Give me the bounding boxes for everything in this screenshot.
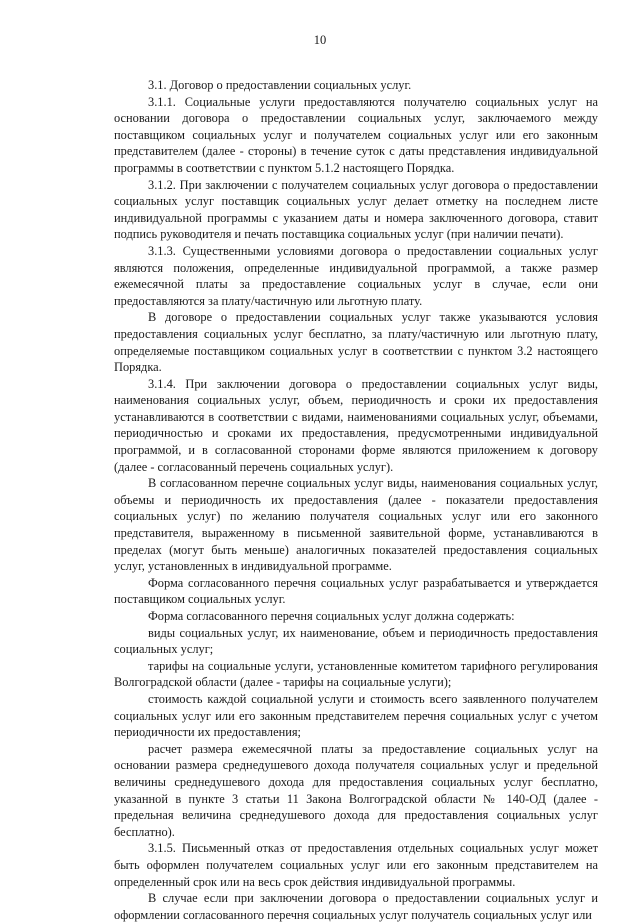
list-item-service-cost: стоимость каждой социальной услуги и стоимость всего заявленного получателем социальных услуг или его законным представителем перечня социальных услуг с учетом периодичности их предоставления; — [114, 691, 598, 740]
paragraph-refusal-case: В случае если при заключении договора о предоставлении социальных услуг и оформлении согласованного перечня социальных услуг получатель социальных услуг или — [114, 891, 598, 922]
paragraph-3-1-4: 3.1.4. При заключении договора о предоставлении социальных услуг виды, наименования социальных услуг, объем, периодичность и сроки их предоставления устанавливаются в соответствии с видами, наименованиями социальных услуг, объемами, периодичностью и сроками их предоставления, предусмотренными индивидуальной программой, и в согласованной сторонами форме являются приложением к договору (далее - согласованный перечень социальных услуг). — [114, 376, 598, 474]
paragraph-form-contents-intro: Форма согласованного перечня социальных услуг должна содержать: — [148, 609, 515, 623]
paragraph-contract-conditions: В договоре о предоставлении социальных услуг также указываются условия предоставления социальных услуг бесплатно, за плату/частичную или льготную плату, определяемые поставщиком социальных услуг в соответствии с пунктом 3.2 настоящего Порядка. — [114, 310, 598, 375]
paragraph-agreed-list-indicators: В согласованном перечне социальных услуг виды, наименования социальных услуг, объемы и периодичность их предоставления (далее - показатели предоставления социальных услуг) по желанию получателя социальных услуг или его законного представителя, выраженному в письменной заявительной форме, устанавливаются в пределах (могут быть меньше) аналогичных показателей предоставления социальных услуг, установленных в индивидуальной программе. — [114, 476, 598, 574]
list-item-tariffs: тарифы на социальные услуги, установленные комитетом тарифного регулирования Волгоградской области (далее - тарифы на социальные услуги); — [114, 658, 598, 690]
document-body — [114, 77, 598, 923]
list-item-monthly-fee: расчет размера ежемесячной платы за предоставление социальных услуг на основании размера среднедушевого дохода получателя социальных услуг и предельной величины среднедушевого дохода для предоставления социальных услуг бесплатно, указанной в пункте 3 статьи 11 Закона Волгоградской области № 140-ОД (далее - предельная величина среднедушевого дохода для предоставления социальных услуг бесплатно). — [114, 741, 598, 839]
list-item-service-types: виды социальных услуг, их наименование, объем и периодичность предоставления социальных услуг; — [114, 625, 598, 657]
page-number: 10 — [313, 33, 327, 47]
paragraph-3-1-1: 3.1.1. Социальные услуги предоставляются получателю социальных услуг на основании договора о предоставлении социальных услуг, заключаемого между поставщиком социальных услуг и получателем социальных услуг или его законным представителем (далее - стороны) в течение суток с даты представления индивидуальной программы в соответствии с пунктом 5.1.2 настоящего Порядка. — [114, 94, 598, 175]
paragraph-3-1-3: 3.1.3. Существенными условиями договора о предоставлении социальных услуг являются положения, определенные индивидуальной программой, а также размер ежемесячной платы за предоставление социальных услуг в случае, если они предоставляются за плату/частичную или льготную плату. — [114, 243, 598, 308]
paragraph-3-1-5: 3.1.5. Письменный отказ от предоставления отдельных социальных услуг может быть оформлен получателем социальных услуг или его законным представителем на определенный срок или на весь срок действия индивидуальной программы. — [114, 841, 598, 889]
paragraph-3-1-heading: 3.1. Договор о предоставлении социальных услуг. — [148, 78, 412, 92]
paragraph-3-1-2: 3.1.2. При заключении с получателем социальных услуг договора о предоставлении социальных услуг поставщик социальных услуг делает отметку на последнем листе индивидуальной программы с указанием даты и номера заключенного договора, ставит подпись руководителя и печать поставщика социальных услуг (при наличии печати). — [114, 177, 598, 242]
paragraph-form-approval: Форма согласованного перечня социальных услуг разрабатывается и утверждается поставщиком социальных услуг. — [114, 575, 598, 607]
